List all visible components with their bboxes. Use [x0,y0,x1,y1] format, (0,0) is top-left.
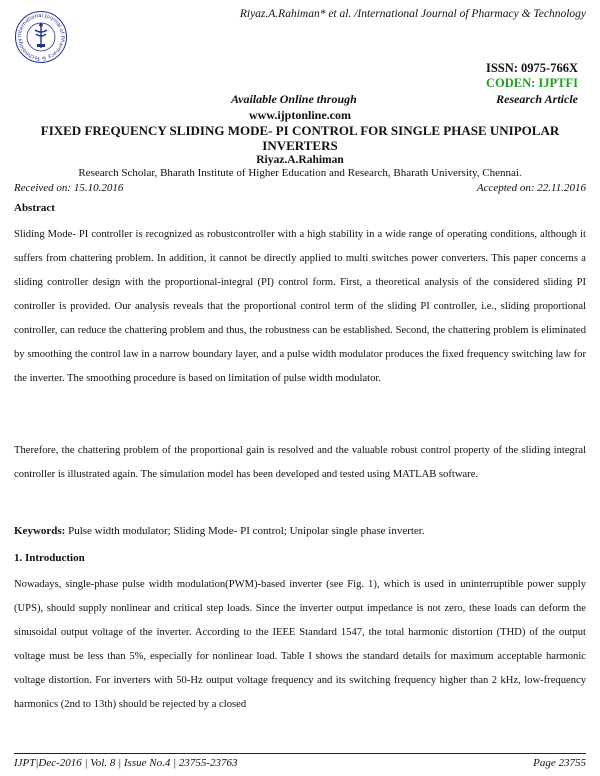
issn-label: ISSN: 0975-766X [485,61,578,75]
journal-website-link[interactable]: www.ijptonline.com [249,108,351,122]
footer-page-number: Page 23755 [533,757,586,769]
running-header-citation: Riyaz.A.Rahiman* et al. /International Journal of Pharmacy & Technology [239,8,586,20]
author-name: Riyaz.A.Rahiman [256,154,344,166]
keywords-label: Keywords: [14,525,66,537]
abstract-paragraph-1: Sliding Mode- PI controller is recognized as robustcontroller with a high stability in a wide range of operating conditions, although it suffers from chattering problem. In addition, it cannot be directly applied to multi switches power converters. This paper concerns a sliding controller design with the proportional-integral (PI) control form. First, a theoretical analysis of the considered sliding PI controller is provided. Our analysis reveals that the proportional control term of the sliding PI controller, i.e., sliding proportional controller, can reduce the chattering problem and thus, the robustness can be established. Second, the chattering problem is eliminated by smoothing the control law in a narrow boundary layer, and a pulse width modulator produces the fixed frequency switching law for the inverter. The smoothing procedure is based on limitation of pulse width modulator. [14,229,586,384]
coden-label: CODEN: IJPTFI [485,76,578,90]
logo-ring-text: International Journal of Pharmacy & Technology [16,12,66,62]
abstract-paragraph-2: Therefore, the chattering problem of the proportional gain is resolved and the valuable robust control property of the sliding integral controller is illustrated again. The simulation model has been developed and tested using MATLAB software. [14,445,586,480]
journal-logo [14,10,68,64]
author-affiliation: Research Scholar, Bharath Institute of Higher Education and Research, Bharath University, Chennai. [78,167,522,179]
footer-issue-info: IJPT|Dec-2016 | Vol. 8 | Issue No.4 | 23755-23763 [14,757,238,769]
introduction-heading: 1. Introduction [14,552,85,564]
footer-divider [14,753,586,754]
introduction-paragraph-1: Nowadays, single-phase pulse width modulation(PWM)-based inverter (see Fig. 1), which is used in uninterruptible power supply (UPS), should supply nonlinear and critical step loads. Since the inverter output impedance is not zero, these loads can deform the sinusoidal output voltage of the inverter. According to the IEEE Standard 1547, the total harmonic distortion (THD) of the output voltage must be less than 5%, especially for nonlinear load. Table I shows the standard details for maximum acceptable harmonic voltage distortion. For inverters with 50-Hz output voltage frequency and its switching frequency higher than 2 kHz, low-frequency harmonics (2nd to 13th) should be rejected by a closed [14,579,586,710]
article-type-label: Research Article [496,92,578,106]
availability-label: Available Online through [231,92,357,106]
keywords-line [14,525,586,537]
received-date: Received on: 15.10.2016 [14,182,124,194]
keywords-text: Pulse width modulator; Sliding Mode- PI control; Unipolar single phase inverter. [65,525,425,537]
article-title: FIXED FREQUENCY SLIDING MODE- PI CONTROL FOR SINGLE PHASE UNIPOLAR INVERTERS [40,123,560,153]
abstract-heading: Abstract [14,202,55,214]
accepted-date: Accepted on: 22.11.2016 [476,182,586,194]
journal-seal-icon [14,10,68,64]
